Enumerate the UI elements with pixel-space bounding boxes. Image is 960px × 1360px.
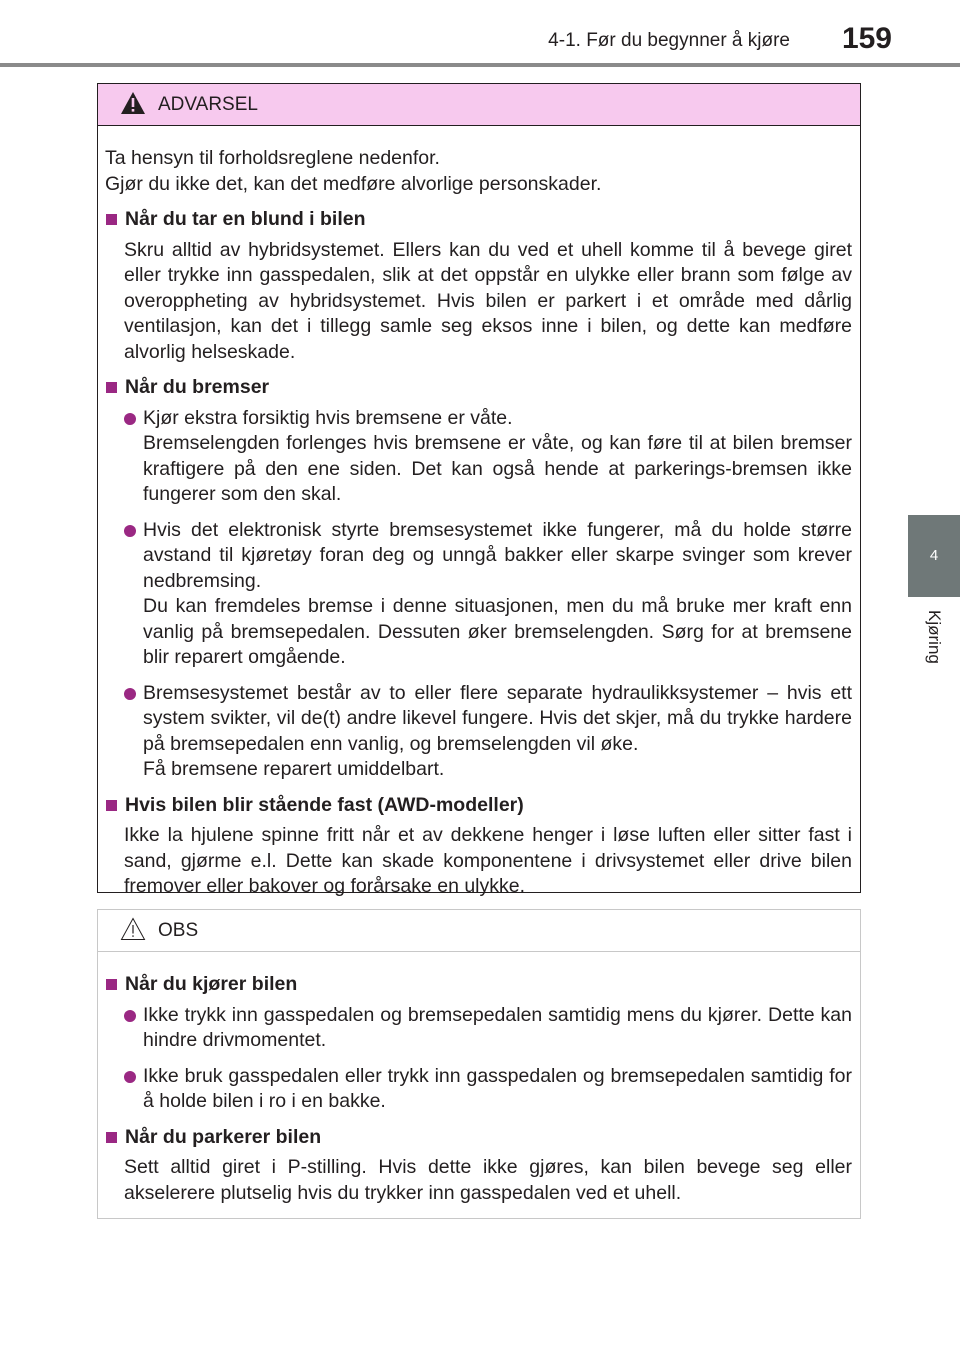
chapter-tab[interactable]: 4 — [908, 515, 960, 597]
warning-body — [98, 126, 860, 900]
bullet-item: Ikke bruk gasspedalen eller trykk inn gasspedalen og bremsepedalen samtidig for å holde bilen i ro i en bakke. — [105, 1064, 852, 1115]
section-square-icon — [106, 1132, 117, 1143]
bullet-dot-icon — [124, 413, 136, 425]
section-heading: Når du tar en blund i bilen — [105, 207, 852, 233]
section-title: 4-1. Før du begynner å kjøre — [548, 30, 790, 51]
warning-label: ADVARSEL — [158, 94, 258, 115]
bullet-dot-icon — [124, 525, 136, 537]
warning-intro — [105, 146, 852, 197]
bullet-dot-icon — [124, 688, 136, 700]
intro-line: Gjør du ikke det, kan det medføre alvorlige personskader. — [105, 172, 602, 195]
section-square-icon — [106, 214, 117, 225]
bullet-item: Ikke trykk inn gasspedalen og bremsepedalen samtidig mens du kjører. Dette kan hindre drivmomentet. — [105, 1003, 852, 1054]
bullet-item: Bremsesystemet består av to eller flere separate hydraulikksystemer – hvis ett system svikter, vil de(t) andre likevel fungere. Hvis det skjer, må du trykke hardere på bremsepedalen enn vanlig, og bremselengden vil øke. Få bremsene reparert umiddelbart. — [105, 681, 852, 783]
warning-box — [97, 83, 861, 897]
bullet-item: Kjør ekstra forsiktig hvis bremsene er våte. Bremselengden forlenges hvis bremsene er våte, og kan føre til at bilen bremser kraftigere på den ene siden. Det kan også hende at parkerings-bremsen ikke fungerer som den skal. — [105, 406, 852, 508]
intro-line: Ta hensyn til forholdsreglene nedenfor. — [105, 147, 440, 169]
section-square-icon — [106, 800, 117, 811]
section-square-icon — [106, 382, 117, 393]
chapter-label: Kjøring — [925, 610, 944, 664]
bullet-dot-icon — [124, 1071, 136, 1083]
section-square-icon — [106, 979, 117, 990]
notice-box — [97, 909, 861, 1219]
header-rule — [0, 63, 960, 67]
caution-outline-icon — [120, 917, 146, 941]
notice-header — [98, 910, 860, 952]
section-text: Ikke la hjulene spinne fritt når et av dekkene henger i løse luften eller sitter fast i sand, gjørme e.l. Dette kan skade komponentene i drivsystemet eller drive bilen fremover eller bakover og forårsake en ulykke. — [124, 824, 852, 897]
section-heading: Når du parkerer bilen — [105, 1125, 852, 1151]
warning-triangle-icon — [120, 91, 146, 115]
section-heading: Når du kjører bilen — [105, 972, 852, 998]
bullet-item: Hvis det elektronisk styrte bremsesystemet ikke fungerer, må du holde større avstand til kjøretøy foran deg og unngå bakker eller skarpe svinger som krever nedbremsing. Du kan fremdeles bremse i denne situasjonen, men du må bruke mer kraft enn vanlig på bremsepedalen. Dessuten øker bremselengden. Sørg for at bremsene blir reparert omgående. — [105, 518, 852, 671]
bullet-dot-icon — [124, 1010, 136, 1022]
page-number: 159 — [841, 22, 892, 55]
section-text: Skru alltid av hybridsystemet. Ellers kan du ved et uhell komme til å bevege giret eller trykke inn gasspedalen, slik at det oppstår en ulykke eller brann som følge av overoppheting av hybridsystemet. Hvis bilen er parkert i et område med dårlig ventilasjon, kan det i tillegg samle seg eksos inne i bilen, og dette kan medføre alvorlig helseskade. — [124, 238, 852, 363]
notice-body — [98, 952, 860, 1206]
section-heading: Hvis bilen blir stående fast (AWD-modeller) — [105, 793, 852, 819]
warning-header — [98, 84, 860, 126]
section-heading: Når du bremser — [105, 375, 852, 401]
notice-label: OBS — [158, 920, 199, 941]
section-text: Sett alltid giret i P-stilling. Hvis dette ikke gjøres, kan bilen bevege seg eller akselerere plutselig hvis du trykker inn gasspedalen ved et uhell. — [124, 1156, 852, 1204]
